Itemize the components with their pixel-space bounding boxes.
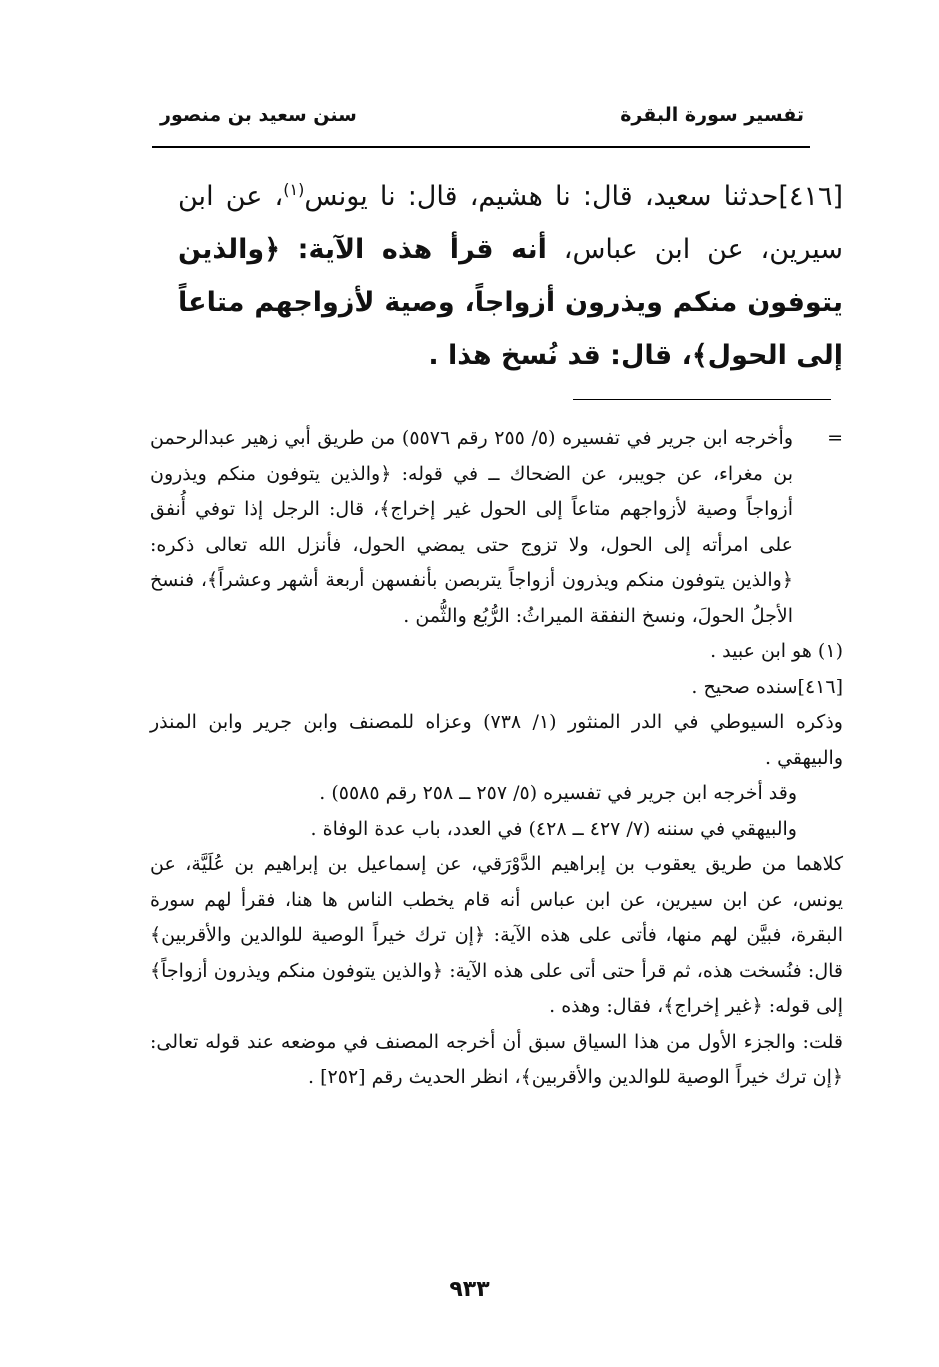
running-header-surah: تفسير سورة البقرة [620, 104, 804, 126]
header-rule [152, 146, 810, 148]
hadith-matn: أنه قرأ هذه الآية: ﴿والذين يتوفون منكم ويذرون أزواجاً، وصية لأزواجهم متاعاً إلى الحول﴾، قال: قد نُسخ هذا . [178, 234, 843, 371]
continuation-mark: = [827, 427, 843, 449]
takhrij-para-1: وذكره السيوطي في الدر المنثور (١/ ٧٣٨) وعزاه للمصنف وابن جرير وابن المنذر والبيهقي . [150, 711, 843, 769]
hadith-text [178, 170, 843, 382]
footnote-1: (١) هو ابن عبيد . [710, 640, 843, 662]
running-header-book: سنن سعيد بن منصور [160, 104, 357, 126]
takhrij-para-5: قلت: والجزء الأول من هذا السياق سبق أن أخرجه المصنف في موضعه عند قوله تعالى: ﴿إن ترك خيراً الوصية للوالدين والأقربين﴾، انظر الحديث رقم [٢٥٢] . [150, 1030, 843, 1088]
continued-note-text: وأخرجه ابن جرير في تفسيره (٥/ ٢٥٥ رقم ٥٥٧٦) من طريق أبي زهير عبدالرحمن بن مغراء، عن جويبر، عن الضحاك ــ في قوله: ﴿والذين يتوفون منكم ويذرون أزواجاً وصية لأزواجهم متاعاً إلى الحول غير إخراج﴾، قال: الرجل إذا توفي أُنفق على امرأته إلى الحول، ولا تزوج حتى يمضي الحول، فأنزل الله تعالى ذكره: ﴿والذين يتوفون منكم ويذرون أزواجاً يتربصن بأنفسهن أربعة أشهر وعشراً﴾، فنسخ الأجلُ الحولَ، ونسخ النفقة الميراثُ: الرُّبُع والثُّمن . [150, 427, 794, 627]
takhrij-status: سنده صحيح . [691, 675, 798, 698]
page-number: ٩٣٣ [449, 1277, 490, 1302]
hadith-number: [٤١٦] [778, 181, 843, 212]
hadith-chain-continued: ، عن ابن سيرين، عن ابن عباس، [178, 181, 843, 265]
hadith-chain: حدثنا سعيد، قال: نا هشيم، قال: نا يونس [304, 181, 779, 212]
footnote-separator [573, 399, 831, 400]
takhrij-para-3: والبيهقي في سننه (٧/ ٤٢٧ ــ ٤٢٨) في العدد، باب عدة الوفاة . [310, 817, 797, 840]
footnotes [150, 421, 843, 1096]
takhrij-para-2: وقد أخرجه ابن جرير في تفسيره (٥/ ٢٥٧ ــ ٢٥٨ رقم ٥٥٨٥) . [319, 782, 797, 804]
continued-note [150, 421, 843, 634]
takhrij-para-4: كلاهما من طريق يعقوب بن إبراهيم الدَّوْرَقي، عن إسماعيل بن إبراهيم بن عُلَيَّة، عن يونس، عن ابن سيرين، عن ابن عباس أنه قام يخطب الناس ها هنا، فقرأ لهم سورة البقرة، فبيَّن لهم منها، فأتى على هذه الآية: ﴿إن ترك خيراً الوصية للوالدين والأقربين﴾ قال: فنُسخت هذه، ثم قرأ حتى أتى على هذه الآية: ﴿والذين يتوفون منكم ويذرون أزواجاً﴾ إلى قوله: ﴿غير إخراج﴾، فقال: وهذه . [150, 853, 843, 1017]
takhrij-label: [٤١٦] [797, 675, 843, 698]
footnote-ref: (١) [283, 180, 305, 199]
takhrij-heading [150, 670, 843, 706]
